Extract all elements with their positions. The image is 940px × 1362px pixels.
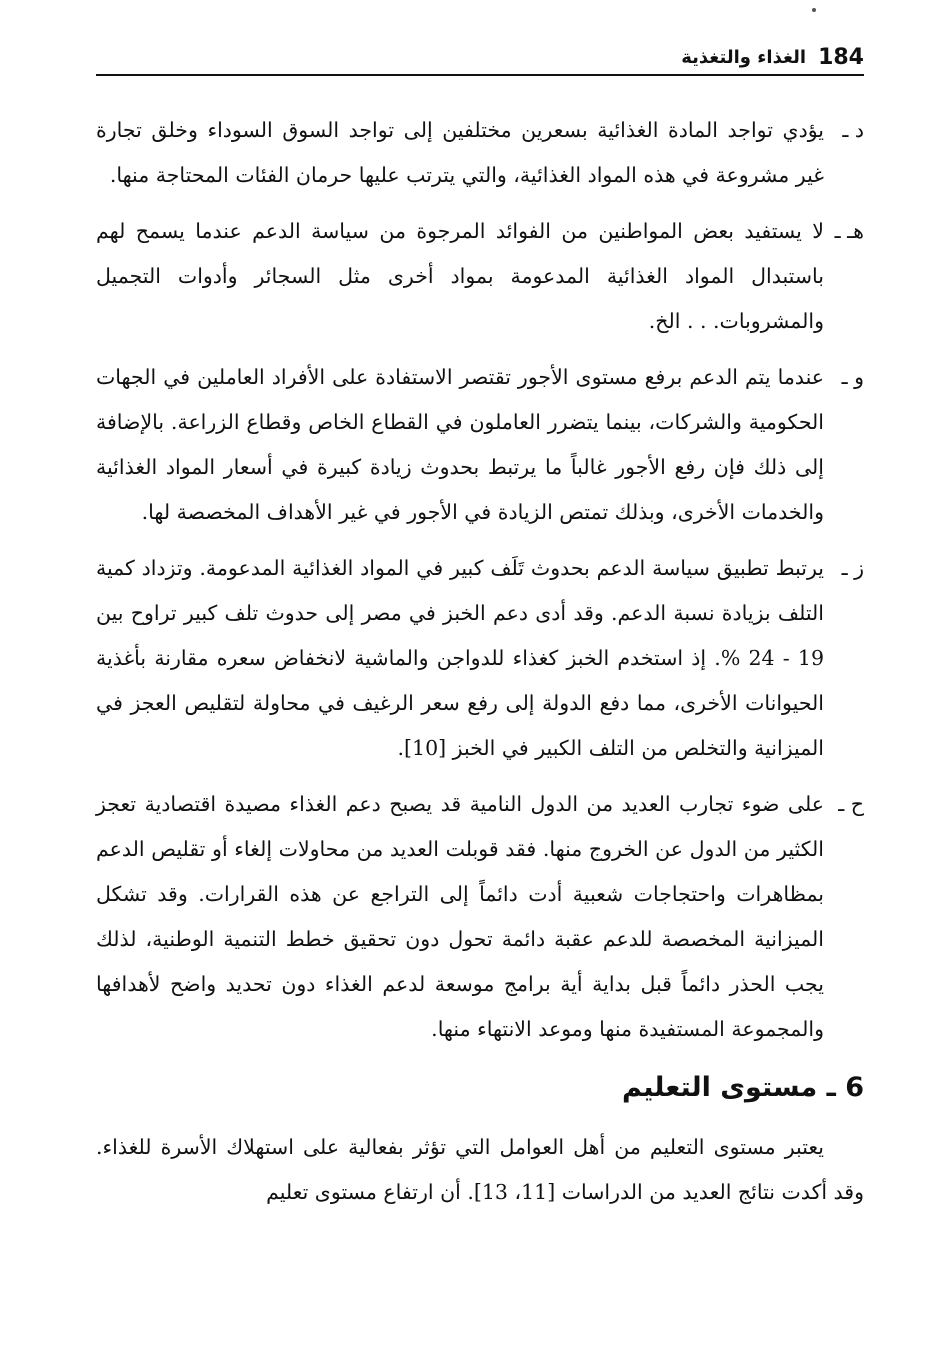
list-item-zay (96, 546, 864, 771)
list-item-text: لا يستفيد بعض المواطنين من الفوائد المرجوة من سياسة الدعم عندما يسمح لهم باستبدال المواد الغذائية المدعومة بمواد أخرى مثل السجائر وأدوات التجميل والمشروبات. . . الخ. (96, 219, 824, 333)
list-item-marker: ز ـ (841, 556, 864, 580)
list-item-text: يرتبط تطبيق سياسة الدعم بحدوث تَلَف كبير في المواد الغذائية المدعومة. وتزداد كمية التلف بزيادة نسبة الدعم. وقد أدى دعم الخبز في مصر إلى حدوث تلف كبير تراوح بين 19 - 24 %. إذ استخدم الخبز كغذاء للدواجن والماشية لانخفاض سعره مقارنة بأغذية الحيوانات الأخرى، مما دفع الدولة إلى رفع سعر الرغيف في محاولة لتقليص العجز في الميزانية والتخلص من التلف الكبير في الخبز [10]. (96, 556, 824, 760)
page-number: 184 (818, 44, 864, 70)
list-item-text: عندما يتم الدعم برفع مستوى الأجور تقتصر الاستفادة على الأفراد العاملين في الجهات الحكومية والشركات، بينما يتضرر العاملون في القطاع الخاص وقطاع الزراعة. بالإضافة إلى ذلك فإن رفع الأجور غالباً ما يرتبط بحدوث زيادة كبيرة في أسعار المواد الغذائية والخدمات الأخرى، وبذلك تمتص الزيادة في الأجور في غير الأهداف المخصصة لها. (96, 365, 824, 524)
list-item-ha (96, 209, 864, 344)
list-item-dal (96, 108, 864, 198)
list-item-marker: و ـ (841, 365, 864, 389)
list-item-marker: ح ـ (838, 792, 864, 816)
scan-speck (812, 8, 816, 12)
running-header (96, 40, 864, 76)
section-heading: 6 ـ مستوى التعليم (622, 1072, 864, 1103)
list-item-marker: د ـ (842, 118, 864, 142)
running-header-title: الغذاء والتغذية (681, 46, 807, 68)
list-item-marker: هـ ـ (834, 219, 864, 243)
page-body (96, 108, 864, 1215)
list-item-text: يؤدي تواجد المادة الغذائية بسعرين مختلفين إلى تواجد السوق السوداء وخلق تجارة غير مشروعة في هذه المواد الغذائية، والتي يترتب عليها حرمان الفئات المحتاجة منها. (96, 118, 824, 187)
section-paragraph: يعتبر مستوى التعليم من أهل العوامل التي تؤثر بفعالية على استهلاك الأسرة للغذاء. وقد أكدت نتائج العديد من الدراسات [11، 13]. أن ارتفاع مستوى تعليم (96, 1135, 864, 1204)
list-item-text: على ضوء تجارب العديد من الدول النامية قد يصبح دعم الغذاء مصيدة اقتصادية تعجز الكثير من الدول عن الخروج منها. فقد قوبلت العديد من محاولات إلغاء أو تقليص الدعم بمظاهرات واحتجاجات شعبية أدت دائماً إلى التراجع عن هذه القرارات. وقد تشكل الميزانية المخصصة للدعم عقبة دائمة تحول دون تحقيق خطط التنمية الوطنية، لذلك يجب الحذر دائماً قبل بداية أية برامج موسعة لدعم الغذاء دون تحديد واضح لأهدافها والمجموعة المستفيدة منها وموعد الانتهاء منها. (96, 792, 824, 1041)
list-item-waw (96, 355, 864, 535)
list-item-hha (96, 782, 864, 1052)
